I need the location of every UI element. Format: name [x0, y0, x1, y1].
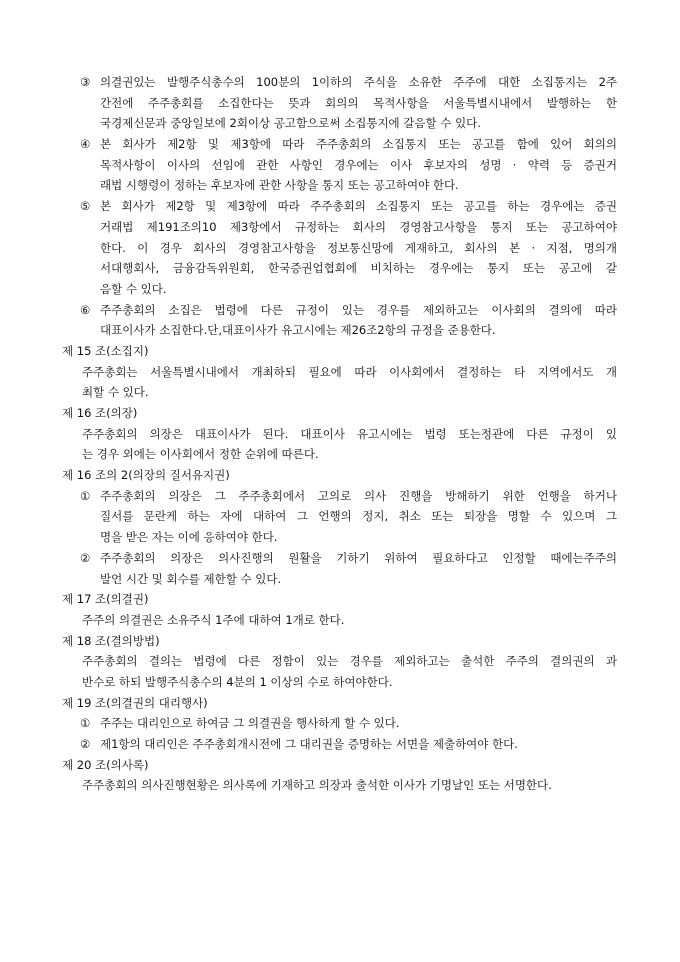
numbered-clause: [0, 713, 680, 734]
numbered-clause: [0, 548, 680, 589]
clause-line: 음할 수 있다.: [100, 281, 167, 296]
clause-first-line: [0, 734, 617, 755]
clause-first-line: [0, 713, 617, 734]
clause-line: 국경제신문과 중앙일보에 2회이상 공고함으로써 소집통지에 갈음할 수 있다.: [100, 116, 481, 131]
clause-text: 주주는 대리인으로 하여금 그 의결권을 행사하게 할 수 있다.: [100, 716, 400, 731]
document-page: [0, 72, 680, 796]
clause-line: 목적사항이 이사의 선임에 관한 사항인 경우에는 이사 후보자의 성명 · 약력 등 증권거: [100, 157, 617, 172]
clause-text: 주주총회의 의장은 그 주주총회에서 고의로 의사 진행을 방해하기 위한 언행을 하거나: [100, 488, 617, 503]
paragraph-line: 주주의 의결권은 소유주식 1주에 대하여 1개로 한다.: [82, 612, 345, 627]
clause-first-line: [0, 300, 617, 321]
clause-first-line: [0, 548, 617, 569]
article-heading: 제 17 조(의결권): [62, 592, 149, 607]
numbered-clause: [0, 72, 680, 134]
clause-number: ③: [80, 75, 91, 89]
clause-text: 주주총회의 의장은 의사진행의 원활을 기하기 위하여 필요하다고 인정할 때에는주주의: [100, 550, 617, 565]
clause-line: 명을 받은 자는 이에 응하여야 한다.: [100, 530, 278, 545]
article-paragraph: [0, 610, 680, 631]
numbered-clause: [0, 486, 680, 548]
clause-text: 제1항의 대리인은 주주총회개시전에 그 대리권을 증명하는 서면을 제출하여야 한다.: [100, 737, 518, 751]
clause-first-line: [0, 72, 617, 93]
clause-number: ①: [80, 488, 91, 503]
article-paragraph: [0, 424, 680, 465]
clause-line: 거래법 제191조의10 제3항에서 규정하는 회사의 경영참고사항을 통지 또는 공고하여야: [100, 219, 617, 234]
paragraph-line: 최할 수 있다.: [82, 385, 149, 400]
clause-number: ②: [80, 550, 91, 565]
clause-number: ②: [80, 737, 91, 751]
clause-line: 질서를 문란케 하는 자에 대하여 그 언행의 정지, 취소 또는 퇴장을 명할 수 있으며 그: [100, 509, 617, 524]
clause-line: 발언 시간 및 회수를 제한할 수 있다.: [100, 571, 282, 586]
paragraph-line: 주주총회의 의장은 대표이사가 된다. 대표이사 유고시에는 법령 또는정관에 다른 규정이 있: [82, 426, 617, 441]
clause-text: 주주총회의 소집은 법령에 다른 규정이 있는 경우를 제외하고는 이사회의 결의에 따라: [100, 302, 617, 317]
paragraph-line: 는 경우 외에는 이사회에서 정한 순위에 따른다.: [82, 447, 319, 462]
article-heading: 제 15 조(소집지): [62, 343, 149, 358]
clause-line: 한다. 이 경우 회사의 경영참고사항을 정보통신망에 게재하고, 회사의 본 · 지점, 명의개: [100, 240, 617, 255]
article-paragraph: [0, 362, 680, 403]
paragraph-line: 주주총회는 서울특별시내에서 개최하되 필요에 따라 이사회에서 결정하는 타 지역에서도 개: [82, 364, 617, 379]
article-heading: 제 16 조의 2(의장의 질서유지권): [62, 468, 230, 483]
clause-first-line: [0, 486, 617, 507]
clause-text: 의결권있는 발행주식총수의 100분의 1이하의 주식을 소유한 주주에 대한 소집통지는 2주: [100, 75, 617, 89]
article-paragraph: [0, 775, 680, 796]
article-heading: 제 18 조(결의방법): [62, 633, 160, 648]
numbered-clause: [0, 734, 680, 755]
clause-line: 래법 시행령이 정하는 후보자에 관한 사항을 통지 또는 공고하여야 한다.: [100, 178, 459, 193]
clause-number: ④: [80, 137, 91, 152]
clause-text: 본 회사가 제2항 및 제3항에 따라 주주총회의 소집통지 또는 공고를 하는 경우에는 증권: [100, 199, 617, 214]
paragraph-line: 주주총회의 의사진행현황은 의사록에 기재하고 의장과 출석한 이사가 기명날인 또는 서명한다.: [82, 778, 552, 793]
numbered-clause: [0, 134, 680, 196]
clause-line: 대표이사가 소집한다.단,대표이사가 유고시에는 제26조2항의 규정을 준용한다.: [100, 323, 496, 338]
clause-number: ⑥: [80, 302, 91, 317]
article-heading: 제 16 조(의장): [62, 406, 138, 420]
clause-line: 간전에 주주총회를 소집한다는 뜻과 회의의 목적사항을 서울특별시내에서 발행하는 한: [100, 95, 617, 110]
article-paragraph: [0, 651, 680, 692]
clause-first-line: [0, 196, 617, 217]
clause-first-line: [0, 134, 617, 155]
article-heading: 제 20 조(의사록): [62, 757, 149, 772]
clause-number: ⑤: [80, 199, 91, 214]
numbered-clause: [0, 300, 680, 341]
paragraph-line: 주주총회의 결의는 법령에 다른 정함이 있는 경우를 제외하고는 출석한 주주의 결의권의 과: [82, 654, 617, 669]
numbered-clause: [0, 196, 680, 299]
article-heading: 제 19 조(의결권의 대리행사): [62, 695, 208, 710]
clause-text: 본 회사가 제2항 및 제3항에 따라 주주총회의 소집통지 또는 공고를 함에 있어 회의의: [100, 137, 617, 152]
clause-number: ①: [80, 716, 91, 731]
paragraph-line: 반수로 하되 발행주식총수의 4분의 1 이상의 수로 하여야한다.: [82, 674, 393, 689]
clause-line: 서대행회사, 금융감독위원회, 한국증권업협회에 비치하는 경우에는 통지 또는 공고에 갈: [100, 261, 617, 276]
